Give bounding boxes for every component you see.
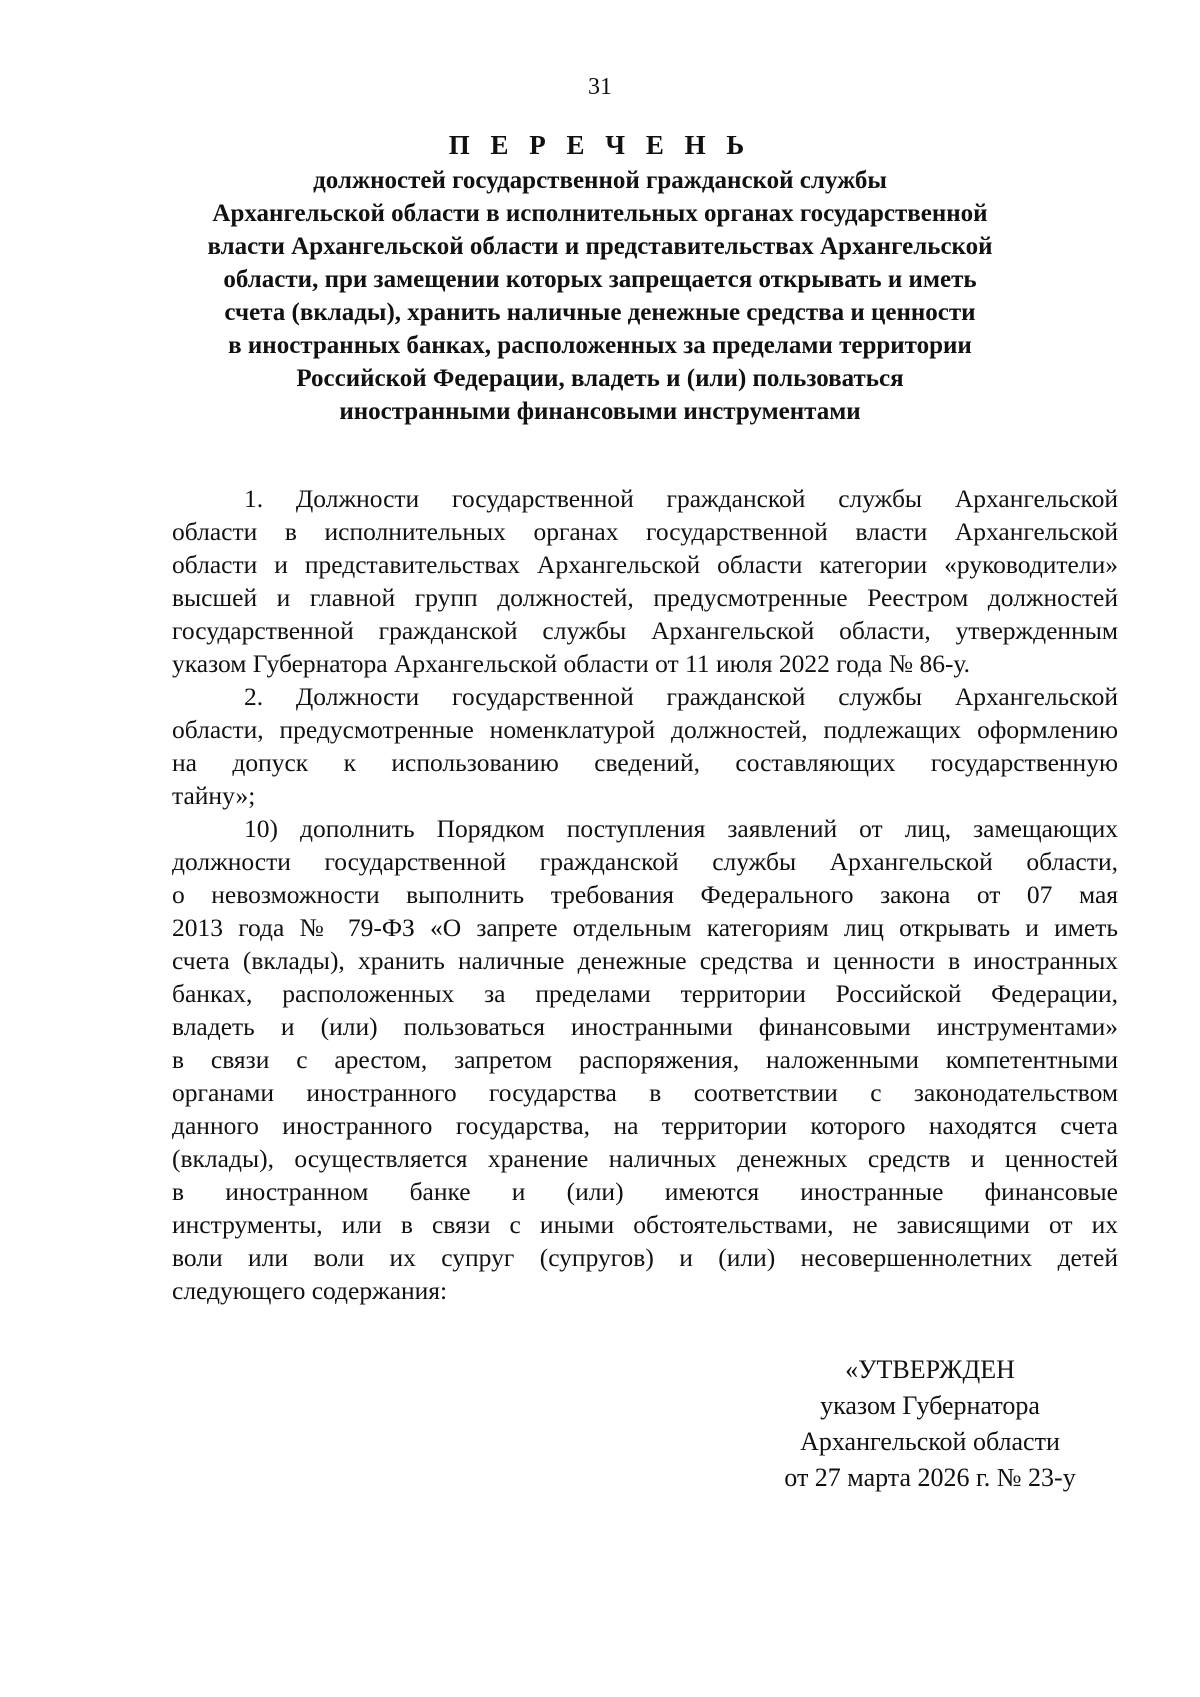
paragraph-1-line: высшей и главной групп должностей, предусмотренные Реестром должностей (172, 583, 1118, 612)
page-number: 31 (588, 74, 612, 100)
paragraph-3-line: банках, расположенных за пределами территории Российской Федерации, (172, 979, 1118, 1008)
title-line: иностранными финансовыми инструментами (339, 398, 861, 425)
paragraph-3-line: органами иностранного государства в соответствии с законодательством (172, 1078, 1118, 1107)
title-line: в иностранных банках, расположенных за пределами территории (228, 332, 972, 359)
paragraph-3-line: должности государственной гражданской службы Архангельской области, (172, 847, 1118, 876)
paragraph-2-line: области, предусмотренные номенклатурой должностей, подлежащих оформлению (172, 715, 1118, 744)
title-line: счета (вклады), хранить наличные денежные средства и ценности (224, 299, 976, 326)
paragraph-1-line: 1. Должности государственной гражданской службы Архангельской (244, 484, 1118, 513)
paragraph-2-line: тайну»; (172, 781, 256, 810)
title-line: должностей государственной гражданской службы (313, 167, 887, 194)
title-line: Российской Федерации, владеть и (или) пользоваться (296, 365, 904, 392)
paragraph-3-line: в связи с арестом, запретом распоряжения, наложенными компетентными (172, 1045, 1118, 1074)
paragraph-1-line: области в исполнительных органах государственной власти Архангельской (172, 517, 1118, 546)
paragraph-3-line: 2013 года № 79-ФЗ «О запрете отдельным категориям лиц открывать и иметь (172, 913, 1118, 942)
approval-line: Архангельской области (800, 1427, 1060, 1456)
paragraph-1-line: области и представительствах Архангельской области категории «руководители» (172, 550, 1118, 579)
paragraph-3-line: счета (вклады), хранить наличные денежные средства и ценности в иностранных (172, 946, 1118, 975)
approval-line: от 27 марта 2026 г. № 23-у (784, 1463, 1076, 1492)
title-line: Архангельской области в исполнительных органах государственной (212, 200, 988, 227)
paragraph-2-line: на допуск к использованию сведений, составляющих государственную (172, 748, 1118, 777)
paragraph-3-line: воли или воли их супруг (супругов) и (или) несовершеннолетних детей (172, 1243, 1118, 1272)
approval-line: «УТВЕРЖДЕН (845, 1355, 1015, 1384)
document-body (172, 482, 1118, 1307)
paragraph-3-line: 10) дополнить Порядком поступления заявлений от лиц, замещающих (244, 814, 1118, 843)
paragraph-3-line: данного иностранного государства, на территории которого находятся счета (172, 1111, 1118, 1140)
title-line: области, при замещении которых запрещается открывать и иметь (223, 266, 977, 293)
document-title (180, 128, 1020, 428)
title-heading: П Е Р Е Ч Е Н Ь (448, 130, 752, 160)
paragraph-3-line: следующего содержания: (172, 1276, 448, 1305)
paragraph-1-line: указом Губернатора Архангельской области от 11 июля 2022 года № 86-у. (172, 649, 971, 678)
paragraph-3-line: инструменты, или в связи с иными обстоятельствами, не зависящими от их (172, 1210, 1118, 1239)
paragraph-3-line: владеть и (или) пользоваться иностранными финансовыми инструментами» (172, 1012, 1118, 1041)
approval-stamp (740, 1352, 1120, 1496)
title-line: власти Архангельской области и представительствах Архангельской (207, 233, 993, 260)
paragraph-2-line: 2. Должности государственной гражданской службы Архангельской (244, 682, 1118, 711)
approval-line: указом Губернатора (820, 1391, 1040, 1420)
paragraph-3-line: о невозможности выполнить требования Федерального закона от 07 мая (172, 880, 1118, 909)
paragraph-3-line: (вклады), осуществляется хранение наличных денежных средств и ценностей (172, 1144, 1118, 1173)
paragraph-3-line: в иностранном банке и (или) имеются иностранные финансовые (172, 1177, 1118, 1206)
paragraph-1-line: государственной гражданской службы Архангельской области, утвержденным (172, 616, 1118, 645)
